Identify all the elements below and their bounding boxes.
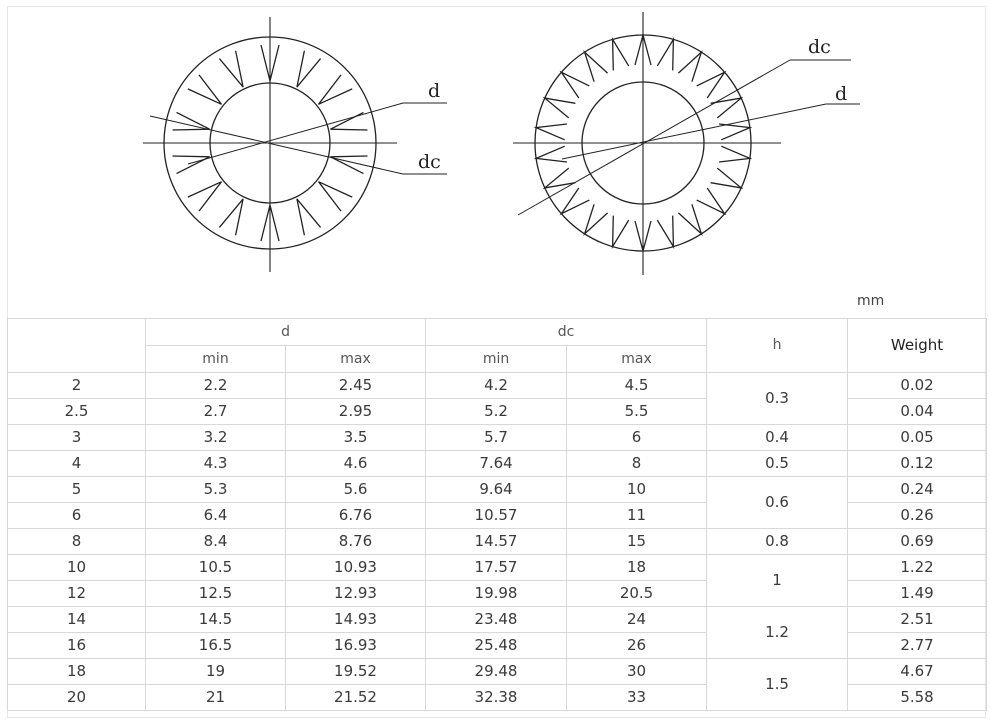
d-max-cell: 8.76: [286, 529, 426, 555]
spec-table: [7, 318, 987, 711]
washer-drawings: [0, 0, 991, 318]
dc-min-cell: 29.48: [426, 659, 567, 685]
external-tooth: [697, 188, 725, 214]
d-max-cell: 12.93: [286, 581, 426, 607]
table-row: [8, 529, 987, 555]
d-min-cell: 14.5: [146, 607, 286, 633]
d-max-cell: 6.76: [286, 503, 426, 529]
external-tooth: [678, 204, 701, 234]
dc-min-cell: 14.57: [426, 529, 567, 555]
d-max-cell: 21.52: [286, 685, 426, 711]
header-d-min: min: [146, 346, 286, 373]
internal-tooth: [319, 182, 353, 211]
left-label-dc: dc: [418, 151, 441, 173]
external-tooth: [711, 98, 742, 118]
external-tooth: [719, 124, 750, 140]
size-cell: 4: [8, 451, 146, 477]
weight-cell: 1.49: [848, 581, 987, 607]
weight-cell: 2.77: [848, 633, 987, 659]
header-dc: dc: [426, 319, 707, 346]
weight-cell: 0.69: [848, 529, 987, 555]
dc-max-cell: 30: [567, 659, 707, 685]
header-dc-min: min: [426, 346, 567, 373]
dc-max-cell: 18: [567, 555, 707, 581]
header-dc-max: max: [567, 346, 707, 373]
table-row: [8, 477, 987, 503]
dc-max-cell: 8: [567, 451, 707, 477]
table-row: [8, 607, 987, 633]
dc-max-cell: 24: [567, 607, 707, 633]
external-tooth: [585, 204, 608, 234]
header-d-max: max: [286, 346, 426, 373]
h-cell: 0.6: [707, 477, 848, 529]
table-row: [8, 425, 987, 451]
header-size: [8, 319, 146, 373]
dc-max-cell: 6: [567, 425, 707, 451]
dc-max-cell: 5.5: [567, 399, 707, 425]
h-cell: 1.5: [707, 659, 848, 711]
h-cell: 1.2: [707, 607, 848, 659]
unit-label: mm: [857, 293, 885, 309]
dc-min-cell: 4.2: [426, 373, 567, 399]
header-h: h: [707, 319, 848, 373]
d-max-cell: 2.45: [286, 373, 426, 399]
weight-cell: 2.51: [848, 607, 987, 633]
external-tooth: [613, 216, 629, 247]
weight-cell: 0.26: [848, 503, 987, 529]
table-row: [8, 451, 987, 477]
d-min-cell: 4.3: [146, 451, 286, 477]
d-max-cell: 16.93: [286, 633, 426, 659]
dc-max-cell: 15: [567, 529, 707, 555]
left-leader-dc: [150, 116, 403, 174]
size-cell: 3: [8, 425, 146, 451]
external-tooth: [545, 98, 576, 118]
dc-max-cell: 33: [567, 685, 707, 711]
size-cell: 18: [8, 659, 146, 685]
weight-cell: 0.12: [848, 451, 987, 477]
d-max-cell: 19.52: [286, 659, 426, 685]
dc-min-cell: 17.57: [426, 555, 567, 581]
dc-min-cell: 25.48: [426, 633, 567, 659]
external-tooth: [613, 39, 629, 70]
dc-min-cell: 5.7: [426, 425, 567, 451]
external-tooth: [536, 124, 567, 140]
d-min-cell: 12.5: [146, 581, 286, 607]
external-tooth: [657, 216, 673, 247]
d-max-cell: 10.93: [286, 555, 426, 581]
dc-min-cell: 23.48: [426, 607, 567, 633]
size-cell: 20: [8, 685, 146, 711]
external-tooth: [585, 52, 608, 82]
d-min-cell: 8.4: [146, 529, 286, 555]
internal-tooth: [297, 51, 321, 87]
weight-cell: 0.24: [848, 477, 987, 503]
right-leader-d: [562, 104, 826, 159]
size-cell: 12: [8, 581, 146, 607]
h-cell: 1: [707, 555, 848, 607]
table-row: [8, 659, 987, 685]
d-max-cell: 2.95: [286, 399, 426, 425]
internal-tooth: [319, 75, 353, 104]
d-min-cell: 21: [146, 685, 286, 711]
h-cell: 0.5: [707, 451, 848, 477]
external-tooth: [678, 52, 701, 82]
dc-max-cell: 26: [567, 633, 707, 659]
external-tooth: [719, 146, 750, 162]
external-tooth: [536, 146, 567, 162]
external-tooth: [697, 72, 725, 98]
dc-min-cell: 19.98: [426, 581, 567, 607]
internal-tooth: [188, 182, 222, 211]
d-max-cell: 14.93: [286, 607, 426, 633]
left-label-d: d: [428, 80, 441, 102]
d-min-cell: 5.3: [146, 477, 286, 503]
weight-cell: 0.04: [848, 399, 987, 425]
size-cell: 16: [8, 633, 146, 659]
weight-cell: 4.67: [848, 659, 987, 685]
d-min-cell: 6.4: [146, 503, 286, 529]
size-cell: 2.5: [8, 399, 146, 425]
d-min-cell: 2.7: [146, 399, 286, 425]
size-cell: 14: [8, 607, 146, 633]
internal-tooth: [173, 156, 210, 174]
h-cell: 0.4: [707, 425, 848, 451]
h-cell: 0.8: [707, 529, 848, 555]
dc-min-cell: 10.57: [426, 503, 567, 529]
dc-max-cell: 11: [567, 503, 707, 529]
d-min-cell: 19: [146, 659, 286, 685]
internal-tooth: [297, 199, 321, 235]
d-min-cell: 16.5: [146, 633, 286, 659]
d-min-cell: 10.5: [146, 555, 286, 581]
dc-min-cell: 7.64: [426, 451, 567, 477]
external-tooth: [657, 39, 673, 70]
left-leader-d: [188, 103, 403, 164]
external-tooth: [561, 188, 589, 214]
d-min-cell: 3.2: [146, 425, 286, 451]
table-row: [8, 555, 987, 581]
internal-tooth: [173, 112, 210, 130]
header-d: d: [146, 319, 426, 346]
size-cell: 2: [8, 373, 146, 399]
right-label-dc: dc: [808, 36, 831, 58]
internal-tooth-washer: [143, 17, 447, 272]
size-cell: 10: [8, 555, 146, 581]
size-cell: 8: [8, 529, 146, 555]
size-cell: 6: [8, 503, 146, 529]
dc-min-cell: 5.2: [426, 399, 567, 425]
weight-cell: 0.02: [848, 373, 987, 399]
header-row-1: [8, 319, 987, 346]
d-min-cell: 2.2: [146, 373, 286, 399]
header-weight: Weight: [848, 319, 987, 373]
right-label-d: d: [835, 83, 848, 105]
d-max-cell: 5.6: [286, 477, 426, 503]
dc-max-cell: 4.5: [567, 373, 707, 399]
d-max-cell: 4.6: [286, 451, 426, 477]
internal-tooth: [219, 199, 243, 235]
dc-max-cell: 20.5: [567, 581, 707, 607]
dc-max-cell: 10: [567, 477, 707, 503]
weight-cell: 1.22: [848, 555, 987, 581]
dc-min-cell: 32.38: [426, 685, 567, 711]
external-tooth: [711, 168, 742, 188]
internal-tooth: [188, 75, 222, 104]
dc-min-cell: 9.64: [426, 477, 567, 503]
internal-tooth: [219, 51, 243, 87]
weight-cell: 0.05: [848, 425, 987, 451]
external-tooth: [561, 72, 589, 98]
h-cell: 0.3: [707, 373, 848, 425]
table-row: [8, 373, 987, 399]
size-cell: 5: [8, 477, 146, 503]
weight-cell: 5.58: [848, 685, 987, 711]
d-max-cell: 3.5: [286, 425, 426, 451]
spec-table-body: [8, 319, 987, 711]
